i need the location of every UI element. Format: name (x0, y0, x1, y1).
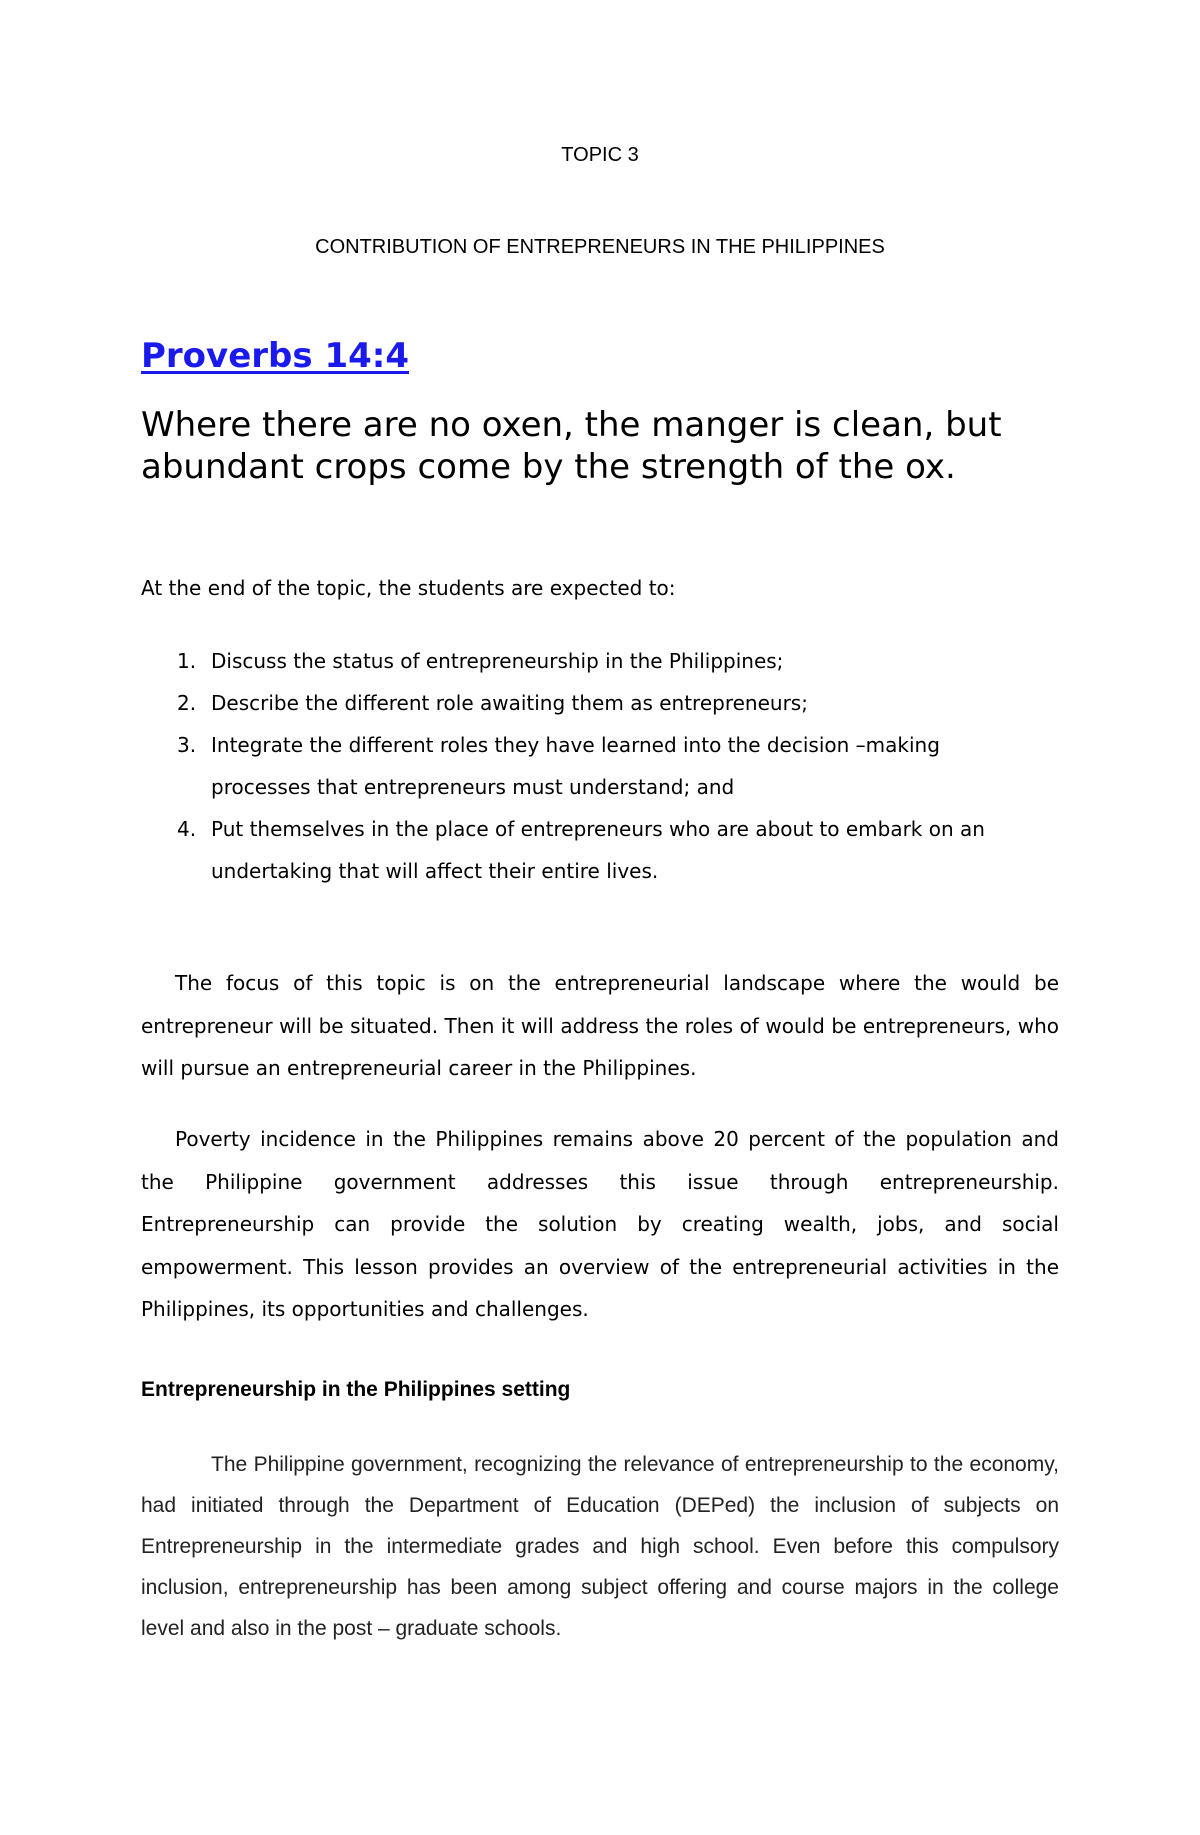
objective-text: Put themselves in the place of entrepreneurs who are about to embark on an undertaking that will affect their entire lives. (211, 817, 985, 883)
objective-number: 4. (177, 817, 197, 841)
topic-title: CONTRIBUTION OF ENTREPRENEURS IN THE PHILIPPINES (315, 236, 885, 258)
proverb-text: Where there are no oxen, the manger is clean, but abundant crops come by the strength of the ox. (141, 405, 1002, 487)
objective-number: 2. (177, 691, 197, 715)
topic-number: TOPIC 3 (561, 144, 639, 166)
focus-paragraph: The focus of this topic is on the entrepreneurial landscape where the would be entrepreneur will be situated. Then it will address the roles of would be entrepreneurs, who will pursue an entrepreneurial career in the Philippines. (141, 971, 1059, 1080)
objective-text: Integrate the different roles they have learned into the decision –making processes that entrepreneurs must understand; and (211, 733, 940, 799)
objective-number: 1. (177, 649, 197, 673)
objective-text: Describe the different role awaiting them as entrepreneurs; (211, 691, 808, 715)
section-paragraph: The Philippine government, recognizing the relevance of entrepreneurship to the economy, had initiated through the Department of Education (DEPed) the inclusion of subjects on Entrepreneurship in the intermediate grades and high school. Even before this compulsory inclusion, entrepreneurship has been among subject offering and course majors in the college level and also in the post – graduate schools. (141, 1453, 1059, 1640)
objectives-intro: At the end of the topic, the students are expected to: (141, 576, 676, 600)
proverb-reference-link[interactable]: Proverbs 14:4 (141, 336, 410, 376)
poverty-paragraph: Poverty incidence in the Philippines remains above 20 percent of the population and the Philippine government addresses this issue through entrepreneurship. Entrepreneurship can provide the solution by creating wealth, jobs, and social empowerment. This lesson provides an overview of the entrepreneurial activities in the Philippines, its opportunities and challenges. (141, 1127, 1059, 1321)
objective-item (141, 808, 1041, 892)
objective-item (141, 682, 1041, 724)
objective-number: 3. (177, 733, 197, 757)
objective-item (141, 724, 1041, 808)
objective-item (141, 640, 1041, 682)
section-heading: Entrepreneurship in the Philippines setting (141, 1378, 571, 1401)
objective-text: Discuss the status of entrepreneurship in the Philippines; (211, 649, 784, 673)
objectives-list (141, 640, 1041, 892)
